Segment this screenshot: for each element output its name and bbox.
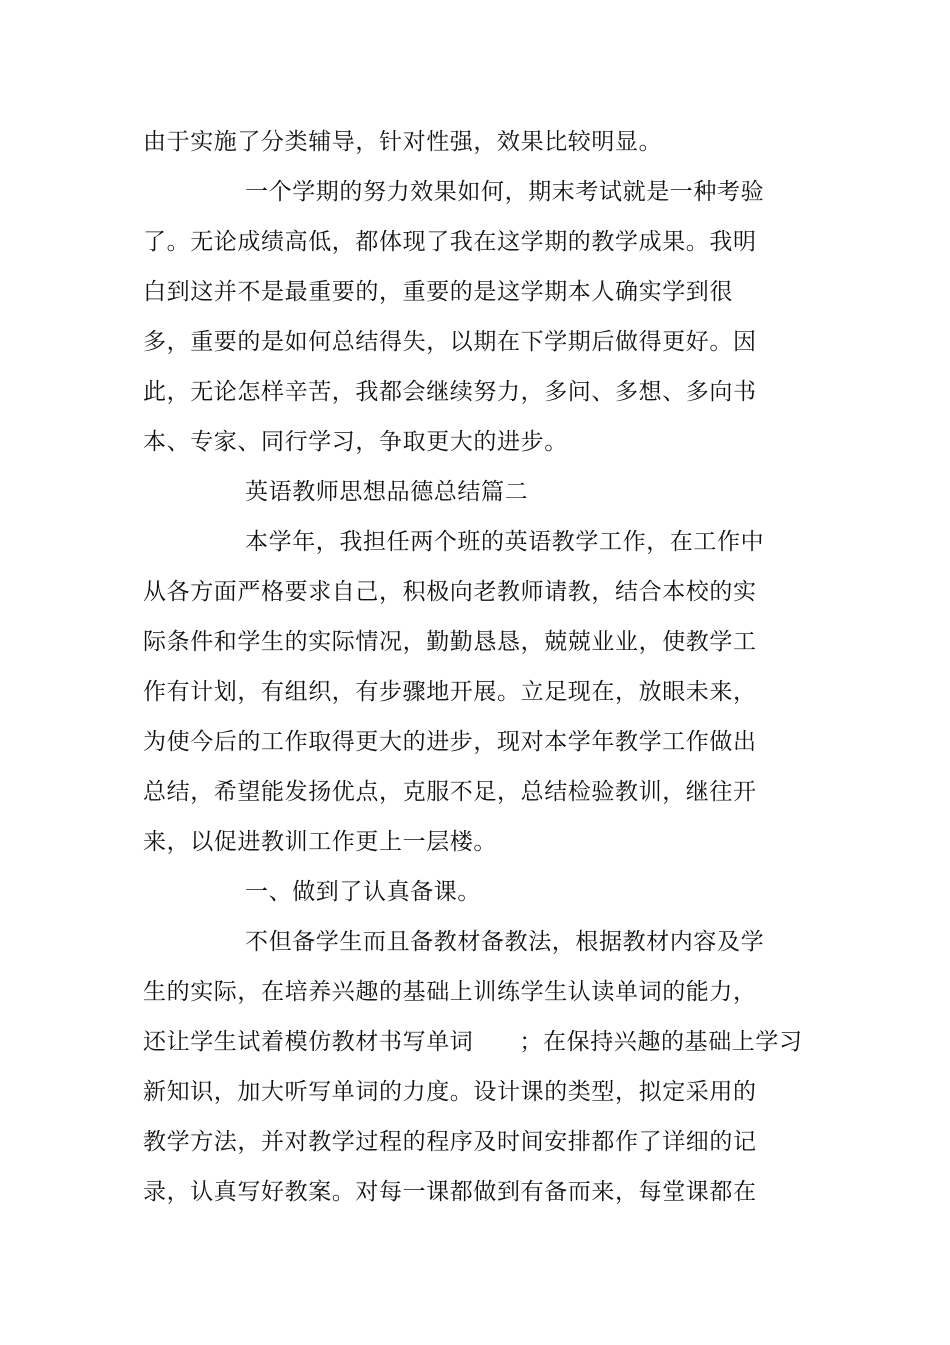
body-text-segment: 还让学生试着模仿教材书写单词 bbox=[143, 1029, 474, 1055]
body-text-line: 由于实施了分类辅导，针对性强，效果比较明显。 bbox=[143, 129, 663, 155]
body-text-line: 为使今后的工作取得更大的进步，现对本学年教学工作做出 bbox=[143, 729, 757, 755]
body-text-line: 本、专家、同行学习，争取更大的进步。 bbox=[143, 429, 568, 455]
body-text-line: 多，重要的是如何总结得失，以期在下学期后做得更好。因 bbox=[143, 329, 757, 355]
body-text-line: 录，认真写好教案。对每一课都做到有备而来，每堂课都在 bbox=[143, 1179, 757, 1205]
body-text-segment: ；在保持兴趣的基础上学习 bbox=[519, 1029, 803, 1055]
body-text-line: 白到这并不是最重要的，重要的是这学期本人确实学到很 bbox=[143, 279, 733, 305]
body-text-line: 从各方面严格要求自己，积极向老教师请教，结合本校的实 bbox=[143, 579, 757, 605]
body-text-line: 总结，希望能发扬优点，克服不足，总结检验教训，继往开 bbox=[143, 779, 757, 805]
paragraph-first-line: 本学年，我担任两个班的英语教学工作，在工作中 bbox=[245, 529, 765, 555]
subsection-heading: 一、做到了认真备课。 bbox=[245, 879, 481, 905]
body-text-line: 新知识，加大听写单词的力度。设计课的类型，拟定采用的 bbox=[143, 1079, 757, 1105]
body-text-line: 际条件和学生的实际情况，勤勤恳恳，兢兢业业，使教学工 bbox=[143, 629, 757, 655]
body-text-line bbox=[143, 1027, 803, 1057]
section-title: 英语教师思想品德总结篇二 bbox=[245, 479, 529, 505]
paragraph-first-line: 不但备学生而且备教材备教法，根据教材内容及学 bbox=[245, 929, 765, 955]
paragraph-first-line: 一个学期的努力效果如何，期末考试就是一种考验 bbox=[245, 179, 765, 205]
body-text-line: 了。无论成绩高低，都体现了我在这学期的教学成果。我明 bbox=[143, 229, 757, 255]
body-text-line: 此，无论怎样辛苦，我都会继续努力，多问、多想、多向书 bbox=[143, 379, 757, 405]
body-text-line: 来，以促进教训工作更上一层楼。 bbox=[143, 829, 497, 855]
body-text-line: 作有计划，有组织，有步骤地开展。立足现在，放眼未来， bbox=[143, 679, 757, 705]
body-text-line: 生的实际，在培养兴趣的基础上训练学生认读单词的能力， bbox=[143, 979, 757, 1005]
body-text-line: 教学方法，并对教学过程的程序及时间安排都作了详细的记 bbox=[143, 1129, 757, 1155]
